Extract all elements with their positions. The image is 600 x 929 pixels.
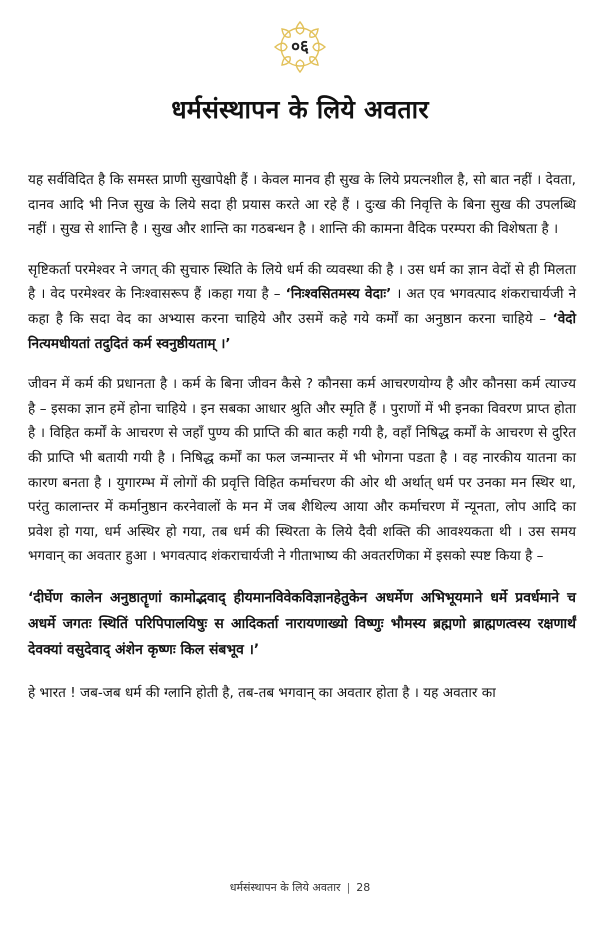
paragraph-2-text-b: । अत एव भगवत्पाद शंकराचार्यजी ने कहा है कि सदा वेद का अभ्यास करना चाहिये और उसमें कहे गये कर्मों का अनुष्ठान करना चाहिये –: [28, 286, 577, 327]
page-number: 28: [356, 881, 371, 894]
sanskrit-quote: ‘दीर्घेण कालेन अनुष्ठातॄणां कामोद्भवाद् हीयमानविवेकविज्ञानहेतुकेन अधर्मेण अभिभूयमाने धर्मे प्रवर्धमाने च अधर्मे जगतः स्थितिं परिपिपालयिषुः स आदिकर्ता नारायणाख्यो विष्णुः भौमस्य ब्रह्मणो ब्राह्मणत्वस्य रक्षणार्थं देवक्यां वसुदेवाद् अंशेन कृष्णः किल संबभूव ।’: [28, 589, 576, 658]
body-text: [28, 168, 576, 722]
chapter-badge: [269, 16, 331, 78]
paragraph-1: यह सर्वविदित है कि समस्त प्राणी सुखापेक्षी हैं । केवल मानव ही सुख के लिये प्रयत्नशील है, सो बात नहीं । देवता, दानव आदि भी निज सुख के लिये सदा ही प्रयास करते आ रहे हैं । दुःख की निवृत्ति के बिना सुख की उपलब्धि नहीं । सुख से शान्ति है । सुख और शान्ति का गठबन्धन है । शान्ति की कामना वैदिक परम्परा की विशेषता है ।: [28, 172, 576, 238]
page-footer: [0, 880, 600, 895]
footer-separator: |: [346, 881, 351, 894]
page-title: धर्मसंस्थापन के लिये अवतार: [171, 95, 429, 124]
paragraph-3: जीवन में कर्म की प्रधानता है । कर्म के बिना जीवन कैसे ? कौनसा कर्म आचरणयोग्य है और कौनसा कर्म त्याज्य है – इसका ज्ञान हमें होना चाहिये । इन सबका आधार श्रुति और स्मृति हैं । पुराणों में भी इनका विवरण प्राप्त होता है । विहित कर्मों के आचरण से जहाँ पुण्य की प्राप्ति की बात कही गयी है, वहाँ निषिद्ध कर्मों के आचरण से दुरित की प्राप्ति भी बतायी गयी है । निषिद्ध कर्मों का फल जन्मान्तर में भी भोगना पडता है । वह नारकीय यातना का कारण बनता है । युगारम्भ में लोगों की प्रवृत्ति विहित कर्माचरण की ओर थी अर्थात् धर्म पर उनका मन स्थिर था, परंतु कालान्तर में कर्मानुष्ठान करनेवालों के मन में जब शैथिल्य आया और कर्माचरण में न्यूनता, लोप आदि का प्रवेश हो गया, धर्म अस्थिर हो गया, तब धर्म की स्थिरता के लिये दैवी शक्ति की आवश्यकता थी । उस समय भगवान् का अवतार हुआ । भगवत्पाद शंकराचार्यजी ने गीताभाष्य की अवतरणिका में इसको स्पष्ट किया है –: [28, 376, 576, 565]
quote-sankara: ‘वेदो नित्यमधीयतां तदुदितं कर्म स्वनुष्ठीयताम् ।’: [28, 310, 576, 352]
quote-veda: ‘निःश्वसितमस्य वेदाः’: [285, 286, 392, 303]
paragraph-2-text-a: सृष्टिकर्ता परमेश्वर ने जगत् की सुचारु स्थिति के लिये धर्म की व्यवस्था की है । उस धर्म का ज्ञान वेदों से ही मिलता है । वेद परमेश्वर के निःश्वासरूप हैं ।कहा गया है –: [28, 261, 576, 303]
chapter-number: ०६: [291, 37, 309, 57]
footer-title: धर्मसंस्थापन के लिये अवतार: [229, 881, 341, 894]
paragraph-5: हे भारत ! जब-जब धर्म की ग्लानि होती है, तब-तब भगवान् का अवतार होता है । यह अवतार का: [28, 684, 496, 701]
paragraph-2: [28, 258, 576, 356]
